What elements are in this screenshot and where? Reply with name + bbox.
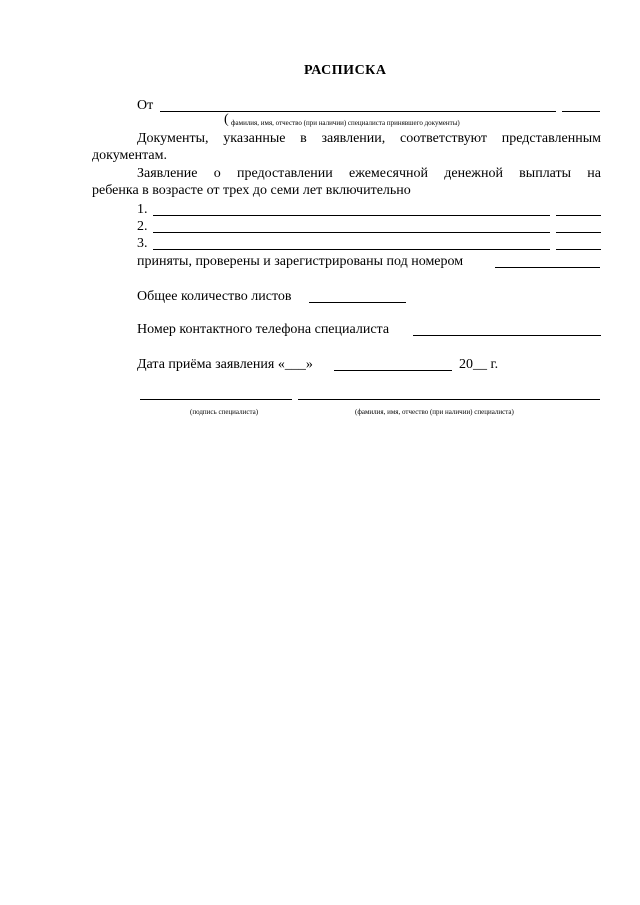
accepted-text: приняты, проверены и зарегистрированы под номером	[137, 254, 464, 269]
sheets-label: Общее количество листов	[137, 289, 292, 304]
item-2-field[interactable]	[153, 232, 550, 233]
from-caption-paren: (	[224, 112, 229, 127]
phone-field[interactable]	[413, 335, 601, 336]
item-1-field[interactable]	[153, 215, 550, 216]
item-number-2: 2.	[137, 219, 148, 234]
document-title: РАСПИСКА	[304, 63, 387, 78]
registration-number-field[interactable]	[495, 267, 600, 268]
from-name-field[interactable]	[160, 111, 556, 112]
from-extra-field[interactable]	[562, 111, 600, 112]
item-3-extra-field[interactable]	[556, 249, 601, 250]
phone-label: Номер контактного телефона специалиста	[137, 322, 390, 337]
signature-field[interactable]	[140, 399, 292, 400]
item-1-extra-field[interactable]	[556, 215, 601, 216]
specialist-name-field[interactable]	[298, 399, 600, 400]
date-year: 20__ г.	[459, 357, 499, 372]
paragraph-1-line-1	[137, 130, 601, 147]
item-number-1: 1.	[137, 202, 148, 217]
paragraph-2-line-2: ребенка в возрасте от трех до семи лет включительно	[92, 183, 411, 198]
from-caption: фамилия, имя, отчество (при наличии) специалиста принявшего документы)	[231, 119, 460, 127]
item-2-extra-field[interactable]	[556, 232, 601, 233]
specialist-name-caption: (фамилия, имя, отчество (при наличии) специалиста)	[355, 408, 514, 416]
paragraph-1-line-1-text: Документы, указанные в заявлении, соответствуют представленным	[137, 131, 601, 146]
signature-caption: (подпись специалиста)	[190, 408, 259, 416]
paragraph-1-line-2: документам.	[92, 148, 167, 163]
from-label: От	[137, 98, 154, 113]
paragraph-2-line-1-text: Заявление о предоставлении ежемесячной денежной выплаты на	[137, 166, 601, 181]
paragraph-2-line-1	[137, 165, 601, 182]
sheets-count-field[interactable]	[309, 302, 406, 303]
item-3-field[interactable]	[153, 249, 550, 250]
date-label: Дата приёма заявления «___»	[137, 357, 313, 372]
date-month-field[interactable]	[334, 370, 452, 371]
item-number-3: 3.	[137, 236, 148, 251]
